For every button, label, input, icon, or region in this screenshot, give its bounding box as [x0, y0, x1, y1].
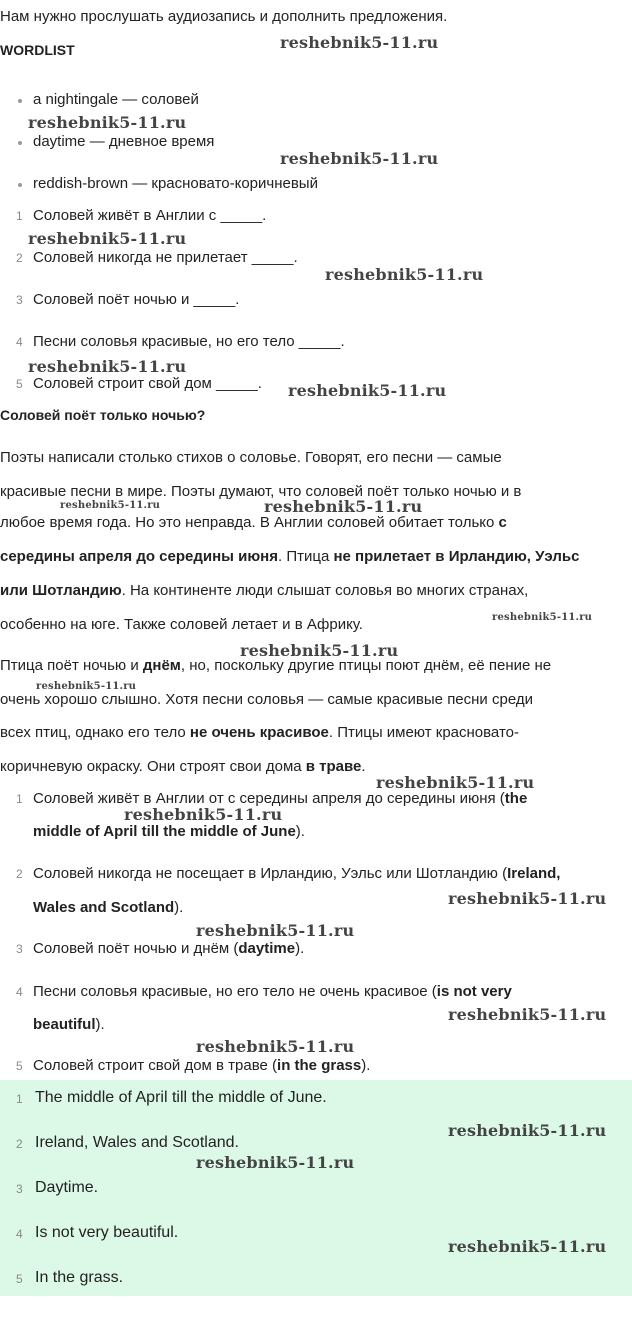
wordlist-item: daytime — дневное время — [33, 133, 215, 150]
answer-text: Is not very beautiful. — [35, 1224, 179, 1241]
question-number: 2 — [16, 251, 23, 265]
question-number: 1 — [16, 209, 23, 223]
answer-text: Daytime. — [35, 1179, 99, 1196]
question-text: Песни соловья красивые, но его тело _____. — [33, 333, 345, 350]
filled-sentence: Песни соловья красивые, но его тело не очень красивое (is not very — [33, 983, 512, 1000]
filled-sentence-cont: middle of April till the middle of June). — [33, 823, 305, 840]
watermark: reshebnik5-11.ru — [196, 1037, 355, 1056]
text-line: очень хорошо слышно. Хотя песни соловья — самые красивые песни среди — [0, 691, 533, 708]
watermark: reshebnik5-11.ru — [288, 381, 447, 400]
filled-sentence: Соловей поёт ночью и днём (daytime). — [33, 940, 305, 957]
watermark: reshebnik5-11.ru — [376, 773, 535, 792]
filled-number: 5 — [16, 1059, 23, 1073]
watermark: reshebnik5-11.ru — [196, 921, 355, 940]
watermark: reshebnik5-11.ru — [448, 1121, 607, 1140]
watermark: reshebnik5-11.ru — [36, 681, 137, 692]
question-text: Соловей строит свой дом _____. — [33, 375, 262, 392]
text-line: середины апреля до середины июня. Птица не прилетает в Ирландию, Уэльс — [0, 548, 580, 565]
watermark: reshebnik5-11.ru — [325, 265, 484, 284]
answer-number: 2 — [16, 1137, 23, 1151]
answer-number: 5 — [16, 1272, 23, 1286]
answer-text: The middle of April till the middle of June. — [35, 1089, 327, 1106]
filled-sentence: Соловей живёт в Англии от с середины апреля до середины июня (the — [33, 790, 528, 807]
filled-sentence: Соловей никогда не посещает в Ирландию, Уэльс или Шотландию (Ireland, — [33, 865, 561, 882]
bullet-dot — [18, 99, 22, 103]
filled-number: 4 — [16, 985, 23, 999]
filled-number: 1 — [16, 792, 23, 806]
question-number: 5 — [16, 377, 23, 391]
watermark: reshebnik5-11.ru — [60, 500, 161, 511]
filled-number: 3 — [16, 942, 23, 956]
text-line: или Шотландию. На континенте люди слышат соловья во многих странах, — [0, 582, 529, 599]
watermark: reshebnik5-11.ru — [492, 612, 593, 623]
text-line: Поэты написали столько стихов о соловье. Говорят, его песни — самые — [0, 449, 502, 466]
question-number: 4 — [16, 335, 23, 349]
watermark: reshebnik5-11.ru — [280, 149, 439, 168]
wordlist-title: WORDLIST — [0, 42, 75, 58]
answer-number: 4 — [16, 1227, 23, 1241]
text-line: всех птиц, однако его тело не очень красивое. Птицы имеют красновато- — [0, 724, 519, 741]
watermark: reshebnik5-11.ru — [264, 497, 423, 516]
question-text: Соловей живёт в Англии с _____. — [33, 207, 267, 224]
text-line: коричневую окраску. Они строят свои дома в траве. — [0, 758, 366, 775]
text-line: красивые песни в мире. Поэты думают, что соловей поёт только ночью и в — [0, 483, 522, 500]
watermark: reshebnik5-11.ru — [124, 805, 283, 824]
answer-text: In the grass. — [35, 1269, 124, 1286]
wordlist-item: a nightingale — соловей — [33, 91, 199, 108]
text-line: любое время года. Но это неправда. В Англии соловей обитает только с — [0, 514, 507, 531]
filled-sentence-cont: beautiful). — [33, 1016, 105, 1033]
bullet-dot — [18, 183, 22, 187]
watermark: reshebnik5-11.ru — [196, 1153, 355, 1172]
watermark: reshebnik5-11.ru — [448, 1237, 607, 1256]
filled-sentence-cont: Wales and Scotland). — [33, 899, 184, 916]
watermark: reshebnik5-11.ru — [28, 229, 187, 248]
wordlist-item: reddish-brown — красновато-коричневый — [33, 175, 318, 192]
watermark: reshebnik5-11.ru — [448, 889, 607, 908]
bullet-dot — [18, 141, 22, 145]
text-line: Птица поёт ночью и днём, но, поскольку другие птицы поют днём, её пение не — [0, 657, 552, 674]
question-text: Соловей никогда не прилетает _____. — [33, 249, 298, 266]
watermark: reshebnik5-11.ru — [28, 113, 187, 132]
text-line: особенно на юге. Также соловей летает и в Африку. — [0, 616, 363, 633]
text-title: Соловей поёт только ночью? — [0, 407, 206, 423]
answer-number: 1 — [16, 1092, 23, 1106]
answers-panel — [0, 1080, 632, 1296]
watermark: reshebnik5-11.ru — [240, 641, 399, 660]
answer-text: Ireland, Wales and Scotland. — [35, 1134, 239, 1151]
answer-number: 3 — [16, 1182, 23, 1196]
watermark: reshebnik5-11.ru — [28, 357, 187, 376]
watermark: reshebnik5-11.ru — [448, 1005, 607, 1024]
question-text: Соловей поёт ночью и _____. — [33, 291, 240, 308]
filled-number: 2 — [16, 867, 23, 881]
intro-text: Нам нужно прослушать аудиозапись и дополнить предложения. — [0, 8, 448, 25]
question-number: 3 — [16, 293, 23, 307]
filled-sentence: Соловей строит свой дом в траве (in the grass). — [33, 1057, 371, 1074]
watermark: reshebnik5-11.ru — [280, 33, 439, 52]
